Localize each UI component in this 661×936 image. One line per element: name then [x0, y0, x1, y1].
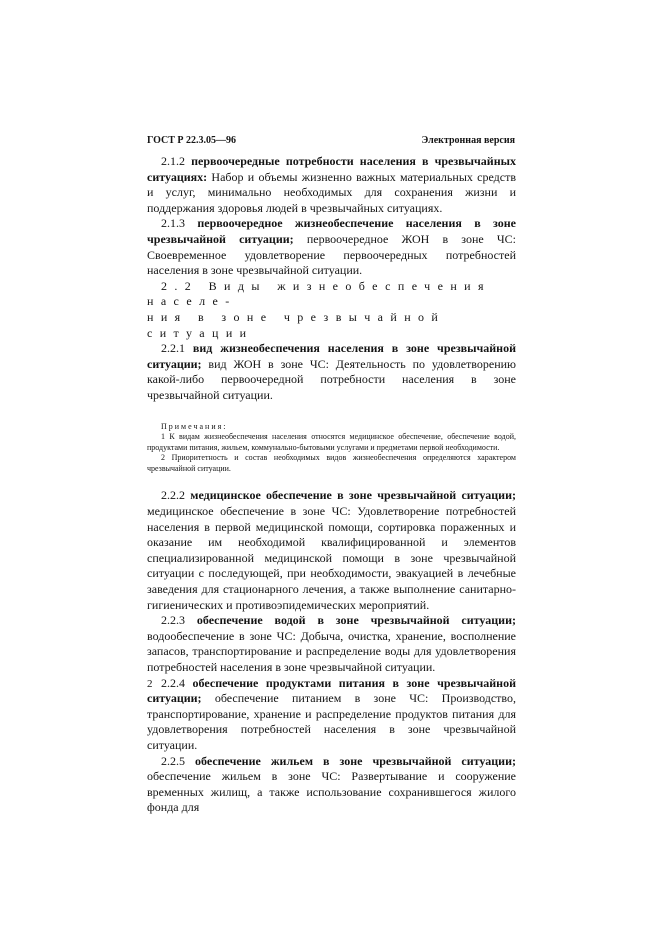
clause-number: 2.2.3: [161, 613, 185, 628]
note-1: 1 К видам жизнеобеспечения населения относятся медицинское обеспечение, обеспечение водой, продуктами питания, жильем, коммунально-бытовыми услугами и предметами первой необходимости.: [147, 432, 516, 452]
clause-2-2-2: [147, 488, 516, 613]
notes-heading: Примечания:: [161, 421, 228, 431]
clause-2-1-2: [147, 154, 516, 216]
clause-term: обеспечение водой в зоне чрезвычайной ситуации;: [196, 613, 516, 628]
notes-block: [147, 422, 516, 475]
clause-number: 2.2.5: [161, 753, 185, 768]
clause-term: обеспечение жильем в зоне чрезвычайной ситуации;: [195, 753, 516, 768]
clause-definition: водообеспечение в зоне ЧС: Добыча, очистка, хранение, восполнение запасов, транспортирование и распределение воды для удовлетворения потребностей населения в зоне чрезвычайной ситуации.: [147, 628, 516, 674]
clause-number: 2.2.2: [161, 488, 185, 503]
clause-term: медицинское обеспечение в зоне чрезвычайной ситуации;: [190, 488, 517, 503]
clause-number: 2.2.4: [161, 675, 185, 690]
page-number: 2: [147, 678, 153, 690]
clause-term: первоочередные потребности населения в чрезвычайных ситуациях:: [147, 154, 516, 184]
standard-code: ГОСТ Р 22.3.05—96: [147, 135, 237, 146]
clause-2-2-1: [147, 341, 516, 403]
clause-definition: вид ЖОН в зоне ЧС: Деятельность по удовлетворению какой-либо первоочередной потребности населения в зоне чрезвычайной ситуации.: [147, 356, 516, 402]
clause-term: вид жизнеобеспечения населения в зоне чрезвычайной ситуации;: [147, 341, 516, 371]
clause-2-2-4: [147, 676, 516, 754]
clause-term: обеспечение продуктами питания в зоне чрезвычайной ситуации;: [147, 675, 517, 706]
clause-number: 2.2.1: [161, 341, 185, 356]
clause-2-1-3: [147, 216, 516, 278]
clause-2-2-3: [147, 613, 516, 675]
note-2: 2 Приоритетность и состав необходимых видов жизнеобеспечения определяются характером чрезвычайной ситуации.: [147, 453, 516, 473]
clause-definition: Набор и объемы жизненно важных материальных средств и услуг, минимально необходимых для сохранения жизни и поддержания здоровья людей в чрезвычайных ситуациях.: [147, 169, 516, 215]
clause-term: первоочередное жизнеобеспечение населения в зоне чрезвычайной ситуации;: [147, 216, 517, 246]
clause-definition: обеспечение жильем в зоне ЧС: Развертывание и сооружение временных жилищ, а также использование сохранившегося жилого фонда для: [147, 769, 516, 815]
clause-definition: медицинское обеспечение в зоне ЧС: Удовлетворение потребностей населения в первой медицинской помощи, сортировка пораженных и оказание им необходимой квалифицированной и элементов специализированной медицинской помощи в зоне чрезвычайной ситуации с последующей, при необходимости, эвакуацией в лечебные заведения для стационарного лечения, а также выполнение санитарно-гигиенических и противоэпидемических мероприятий.: [147, 504, 516, 612]
clause-definition: первоочередное ЖОН в зоне ЧС: Своевременное удовлетворение первоочередных потребностей населения в зоне чрезвычайной ситуации.: [147, 231, 516, 278]
clause-number: 2.1.2: [161, 154, 185, 168]
clause-number: 2.1.3: [161, 216, 185, 231]
section-2-2-title-line2: ния в зоне чрезвычайной ситуации: [147, 309, 446, 340]
clause-definition: обеспечение питанием в зоне ЧС: Производство, транспортирование, хранение и распределение продуктов питания для удовлетворения потребностей населения в зоне чрезвычайной ситуации.: [147, 691, 516, 752]
version-label: Электронная версия: [421, 135, 515, 146]
section-2-2-title-line1: [147, 279, 516, 310]
document-body: [147, 154, 516, 816]
section-title: Виды жизнеобеспечения населе-: [147, 278, 491, 309]
clause-2-2-5: [147, 754, 516, 816]
section-number: 2.2: [161, 278, 199, 293]
